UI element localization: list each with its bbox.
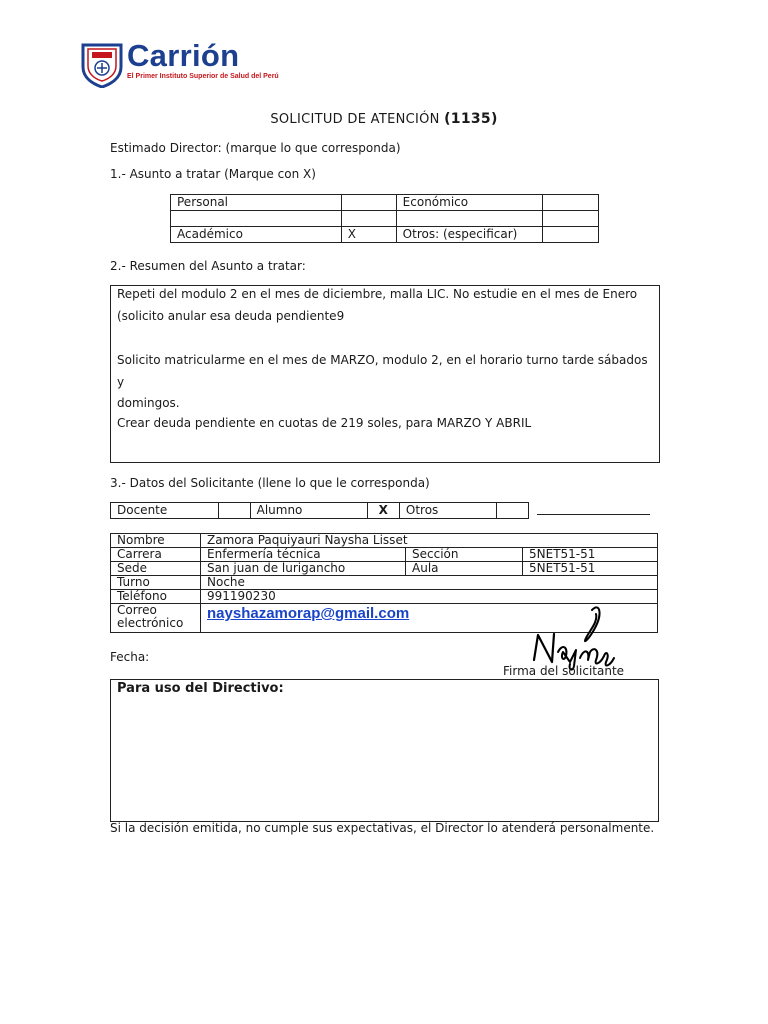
summary-line: Repeti del modulo 2 en el mes de diciembre, malla LIC. No estudie en el mes de Enero — [117, 287, 638, 301]
table-row — [111, 576, 658, 590]
table-row — [111, 534, 658, 548]
type-alumno-mark[interactable]: X — [367, 503, 399, 519]
title-text: SOLICITUD DE ATENCIÓN — [270, 112, 440, 127]
asunto-table — [170, 194, 599, 243]
sede-value[interactable]: San juan de lurigancho — [201, 562, 406, 576]
type-otros-label: Otros — [399, 503, 496, 519]
table-row — [171, 211, 599, 227]
otros-specify-line[interactable] — [537, 514, 650, 515]
nombre-value[interactable]: Zamora Paquiyauri Naysha Lisset — [201, 534, 658, 548]
summary-box[interactable] — [110, 285, 660, 463]
asunto-personal-mark[interactable] — [341, 195, 396, 211]
asunto-economico-label: Económico — [396, 195, 542, 211]
asunto-economico-mark[interactable] — [543, 195, 599, 211]
sede-label: Sede — [111, 562, 201, 576]
directivo-label: Para uso del Directivo: — [117, 681, 284, 696]
type-alumno-label: Alumno — [250, 503, 367, 519]
summary-line — [117, 327, 653, 349]
table-cell — [396, 211, 542, 227]
directivo-box — [110, 679, 659, 822]
table-row — [171, 227, 599, 243]
summary-line: domingos. — [117, 396, 180, 410]
correo-label-line2: electrónico — [117, 616, 184, 630]
asunto-otros-mark[interactable] — [543, 227, 599, 243]
correo-label — [111, 604, 201, 633]
fecha-label: Fecha: — [110, 650, 150, 664]
table-row — [111, 548, 658, 562]
table-cell — [171, 211, 342, 227]
nombre-label: Nombre — [111, 534, 201, 548]
table-row — [111, 562, 658, 576]
asunto-otros-label: Otros: (especificar) — [396, 227, 542, 243]
seccion-label: Sección — [406, 548, 523, 562]
summary-line: (solicito anular esa deuda pendiente9 — [117, 309, 345, 323]
asunto-personal-label: Personal — [171, 195, 342, 211]
turno-value[interactable]: Noche — [201, 576, 658, 590]
correo-value[interactable]: nayshazamorap@gmail.com — [207, 605, 410, 622]
asunto-academico-mark[interactable]: X — [341, 227, 396, 243]
summary-line: Crear deuda pendiente en cuotas de 219 soles, para MARZO Y ABRIL — [117, 416, 532, 430]
intro-text: Estimado Director: (marque lo que corresponda) — [110, 141, 401, 155]
section2-heading: 2.- Resumen del Asunto a tratar: — [110, 259, 306, 273]
type-docente-label: Docente — [111, 503, 219, 519]
asunto-academico-label: Académico — [171, 227, 342, 243]
telefono-value[interactable]: 991190230 — [201, 590, 658, 604]
logo-name: Carrión — [127, 38, 240, 73]
shield-seal-icon — [80, 42, 124, 88]
logo-tagline: El Primer Instituto Superior de Salud del Perú — [127, 73, 279, 80]
type-otros-mark[interactable] — [497, 503, 529, 519]
correo-label-line1: Correo — [117, 603, 157, 617]
type-docente-mark[interactable] — [218, 503, 250, 519]
telefono-label: Teléfono — [111, 590, 201, 604]
table-cell — [341, 211, 396, 227]
footer-note: Si la decisión emitida, no cumple sus expectativas, el Director lo atenderá personalmente. — [110, 821, 655, 835]
firma-label: Firma del solicitante — [503, 664, 625, 678]
carrera-value[interactable]: Enfermería técnica — [201, 548, 406, 562]
section1-heading: 1.- Asunto a tratar (Marque con X) — [110, 167, 316, 181]
seccion-value[interactable]: 5NET51-51 — [523, 548, 658, 562]
table-row — [111, 503, 529, 519]
aula-label: Aula — [406, 562, 523, 576]
table-row — [171, 195, 599, 211]
summary-line: Solicito matricularme en el mes de MARZO, modulo 2, en el horario turno tarde sábados y — [117, 353, 648, 389]
page-title — [0, 111, 768, 127]
turno-label: Turno — [111, 576, 201, 590]
carrera-label: Carrera — [111, 548, 201, 562]
aula-value[interactable]: 5NET51-51 — [523, 562, 658, 576]
solicitante-type-table — [110, 502, 529, 519]
table-cell — [543, 211, 599, 227]
title-number: (1135) — [444, 111, 498, 127]
section3-heading: 3.- Datos del Solicitante (llene lo que le corresponda) — [110, 476, 430, 490]
